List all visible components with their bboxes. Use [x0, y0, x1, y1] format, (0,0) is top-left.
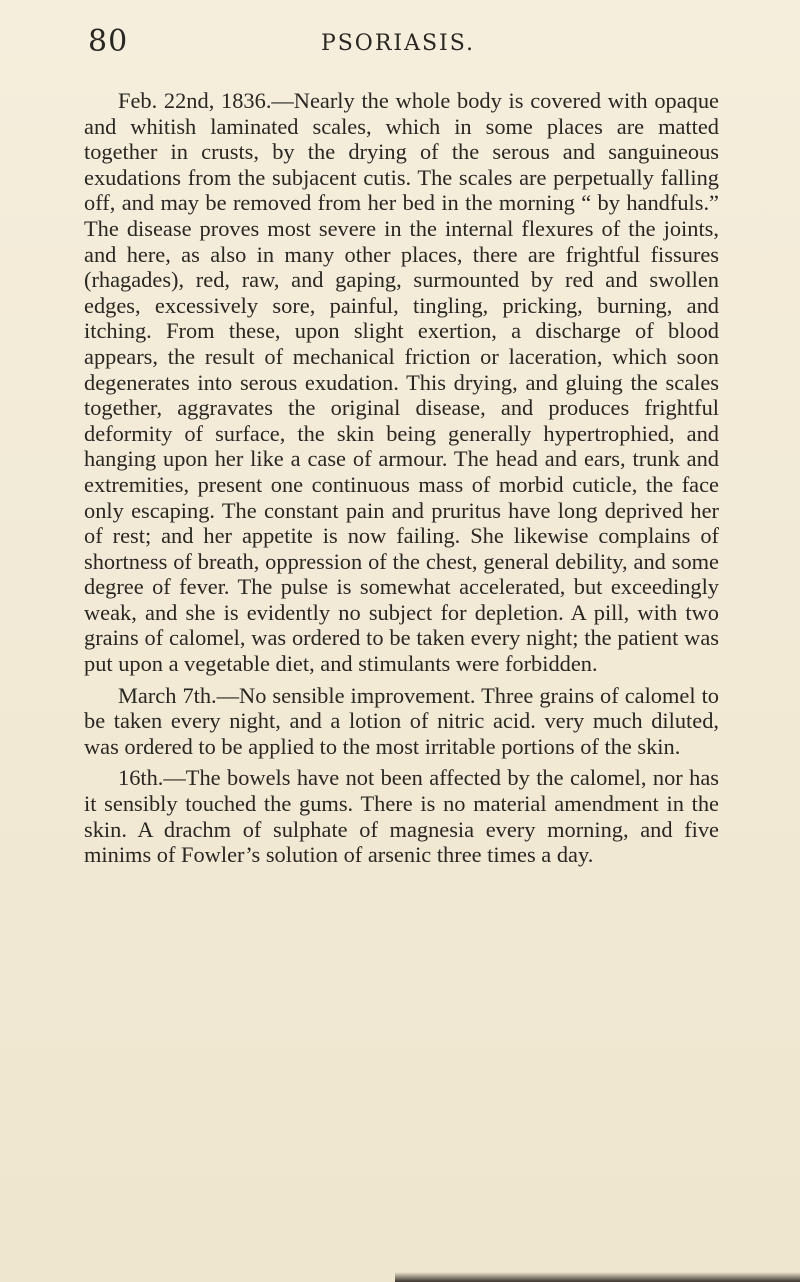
paragraph-16th: 16th.—The bowels have not been affected by the calomel, nor has it sensibly touched the gums. There is no material amendment in the skin. A drachm of sulphate of magnesia every morning, and five minims of Fowler’s solution of arsenic three times a day. [84, 765, 719, 868]
body-text [84, 88, 719, 874]
paragraph-march-7: March 7th.—No sensible improvement. Three grains of calomel to be taken every night, and a lotion of nitric acid. very much diluted, was ordered to be applied to the most irritable portions of the skin. [84, 682, 719, 759]
page-edge-shadow [395, 1272, 800, 1282]
page-header [88, 22, 708, 62]
paragraph-feb-22: Feb. 22nd, 1836.—Nearly the whole body is covered with opaque and whitish laminated scales, which in some places are matted together in crusts, by the drying of the serous and sanguineous exudations from the subjacent cutis. The scales are perpetually falling off, and may be removed from her bed in the morning “ by handfuls.” The disease proves most severe in the internal flexures of the joints, and here, as also in many other places, there are frightful fissures (rhagades), red, raw, and gaping, surmounted by red and swollen edges, excessively sore, painful, tingling, pricking, burning, and itching. From these, upon slight exertion, a discharge of blood appears, the result of mechanical friction or laceration, which soon degenerates into serous exudation. This drying, and gluing the scales together, aggravates the original disease, and produces frightful deformity of surface, the skin being generally hypertrophied, and hanging upon her like a case of armour. The head and ears, trunk and extremities, present one continuous mass of morbid cuticle, the face only escaping. The constant pain and pruritus have long deprived her of rest; and her appetite is now failing. She likewise complains of shortness of breath, oppression of the chest, general debility, and some degree of fever. The pulse is somewhat accelerated, but exceedingly weak, and she is evidently no subject for depletion. A pill, with two grains of calomel, was ordered to be taken every night; the patient was put upon a vegetable diet, and stimulants were forbidden. [84, 88, 719, 677]
running-head: PSORIASIS. [320, 31, 476, 56]
page-number: 80 [88, 24, 129, 59]
